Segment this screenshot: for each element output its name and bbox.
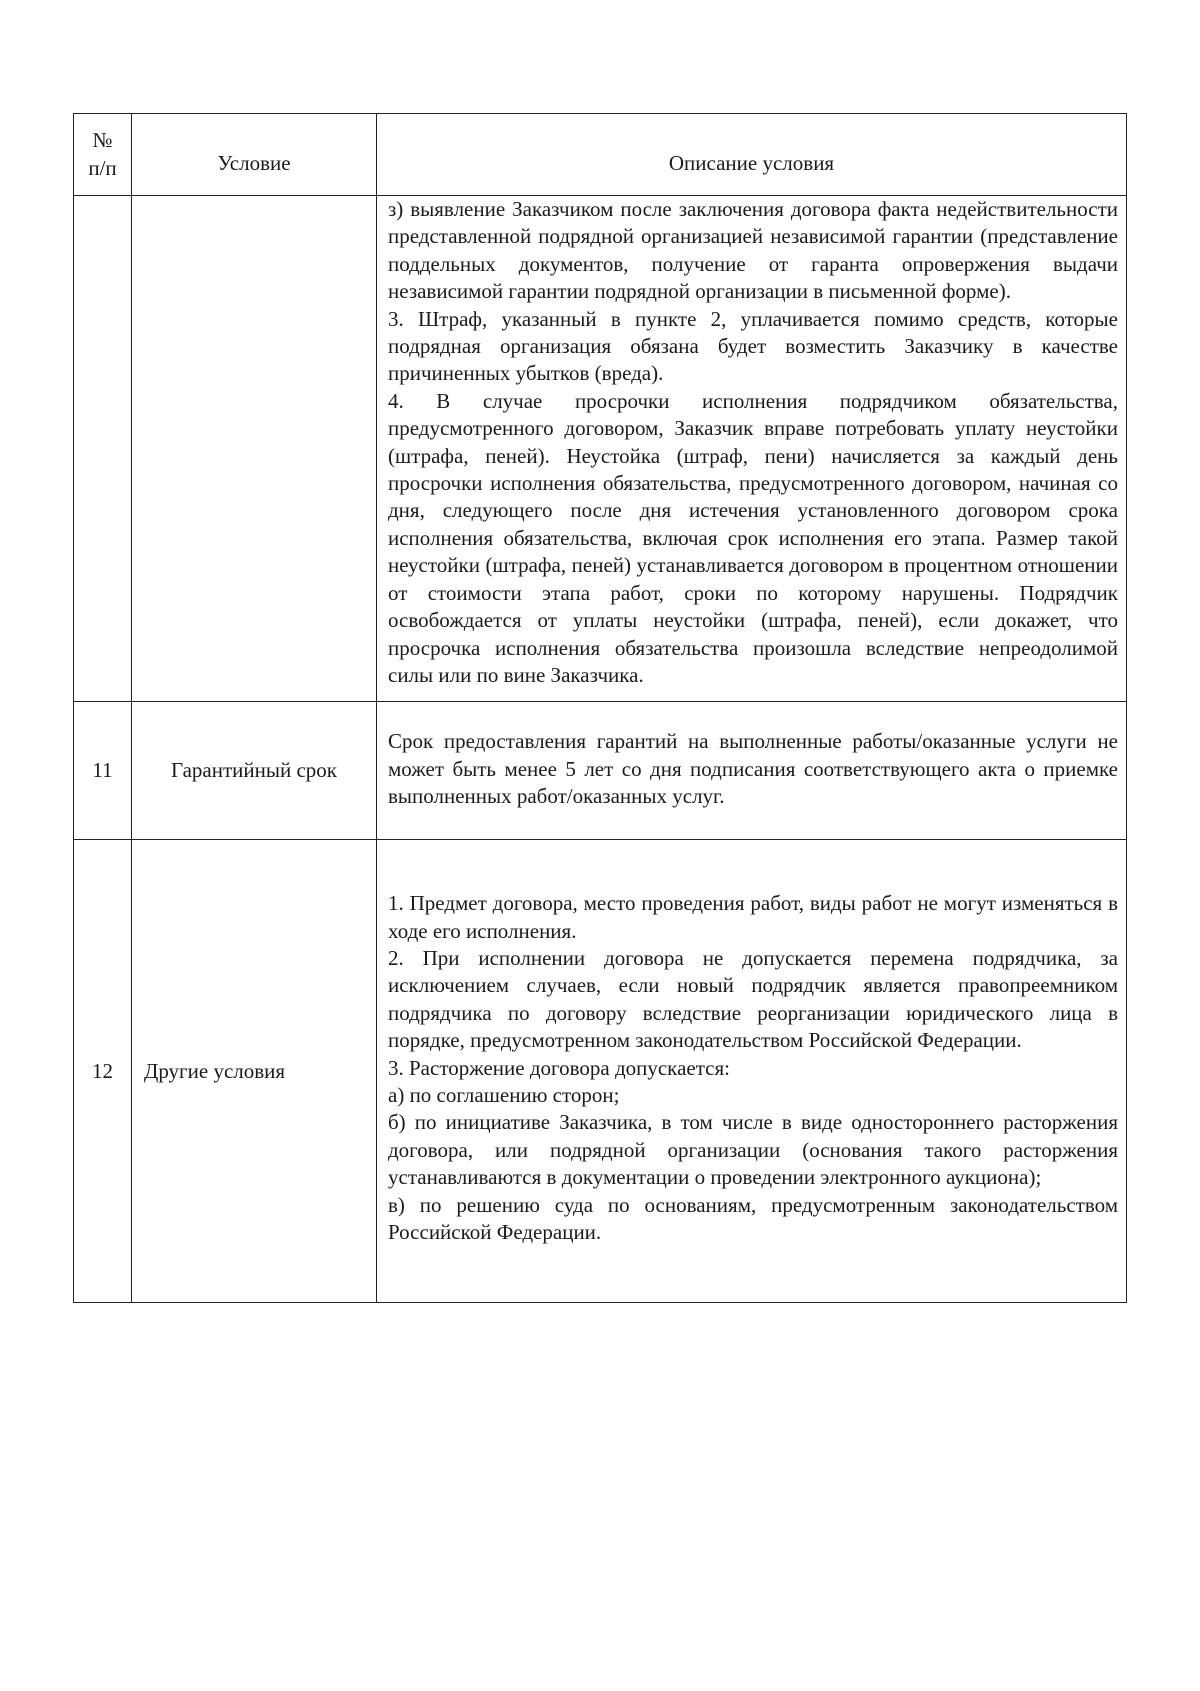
table-row-11	[74, 702, 1127, 840]
description-paragraph: з) выявление Заказчиком после заключения договора факта недействительности представленной подрядной организацией независимой гарантии (представление поддельных документов, получение от гаранта опровержения выдачи независимой гарантии подрядной организации в письменной форме).	[388, 197, 1118, 304]
header-condition: Условие	[132, 114, 377, 196]
description-paragraph: в) по решению суда по основаниям, предусмотренным законодательством Российской Федерации.	[388, 1192, 1118, 1245]
row-description	[377, 196, 1127, 702]
conditions-table	[73, 113, 1127, 1303]
row-description	[377, 702, 1127, 840]
header-number-abbrev: п/п	[88, 155, 117, 180]
row-number: 11	[74, 702, 132, 840]
description-paragraph: 2. При исполнении договора не допускается перемена подрядчика, за исключением случаев, если новый подрядчик является правопреемником подрядчика по договору вследствие реорганизации юридического лица в порядке, предусмотренном законодательством Российской Федерации.	[388, 945, 1118, 1053]
description-paragraph: 4. В случае просрочки исполнения подрядчиком обязательства, предусмотренного договором, Заказчик вправе потребовать уплату неустойки (штрафа, пеней). Неустойка (штраф, пени) начисляется за каждый день просрочки исполнения обязательства, предусмотренного договором, начиная со дня, следующего после дня истечения установленного договором срока исполнения обязательства, включая срок исполнения его этапа. Размер такой неустойки (штрафа, пеней) устанавливается договором в процентном отношении от стоимости этапа работ, сроки по которому нарушены. Подрядчик освобождается от уплаты неустойки (штрафа, пеней), если докажет, что просрочка исполнения обязательства произошла вследствие непреодолимой силы или по вине Заказчика.	[388, 388, 1118, 687]
table-header-row	[74, 114, 1127, 196]
row-condition: Гарантийный срок	[132, 702, 377, 840]
description-paragraph: 3. Штраф, указанный в пункте 2, уплачивается помимо средств, которые подрядная организация обязана будет возместить Заказчику в качестве причиненных убытков (вреда).	[388, 306, 1118, 386]
row-condition: Другие условия	[132, 840, 377, 1303]
header-description: Описание условия	[377, 114, 1127, 196]
table-row-10-continued	[74, 196, 1127, 702]
header-number-symbol: №	[92, 128, 113, 153]
header-number	[74, 114, 132, 196]
row-number: 12	[74, 840, 132, 1303]
description-paragraph: а) по соглашению сторон;	[388, 1083, 620, 1108]
table-row-12	[74, 840, 1127, 1303]
row-condition	[132, 196, 377, 702]
description-paragraph: б) по инициативе Заказчика, в том числе в виде одностороннего расторжения договора, или подрядной организации (основания такого расторжения устанавливаются в документации о проведении электронного аукциона);	[388, 1110, 1118, 1190]
description-paragraph: 1. Предмет договора, место проведения работ, виды работ не могут изменяться в ходе его исполнения.	[388, 891, 1118, 943]
row-description	[377, 840, 1127, 1303]
description-paragraph: Срок предоставления гарантий на выполненные работы/оказанные услуги не может быть менее 5 лет со дня подписания соответствующего акта о приемке выполненных работ/оказанных услуг.	[388, 729, 1118, 809]
row-number	[74, 196, 132, 702]
description-paragraph: 3. Расторжение договора допускается:	[388, 1055, 730, 1080]
